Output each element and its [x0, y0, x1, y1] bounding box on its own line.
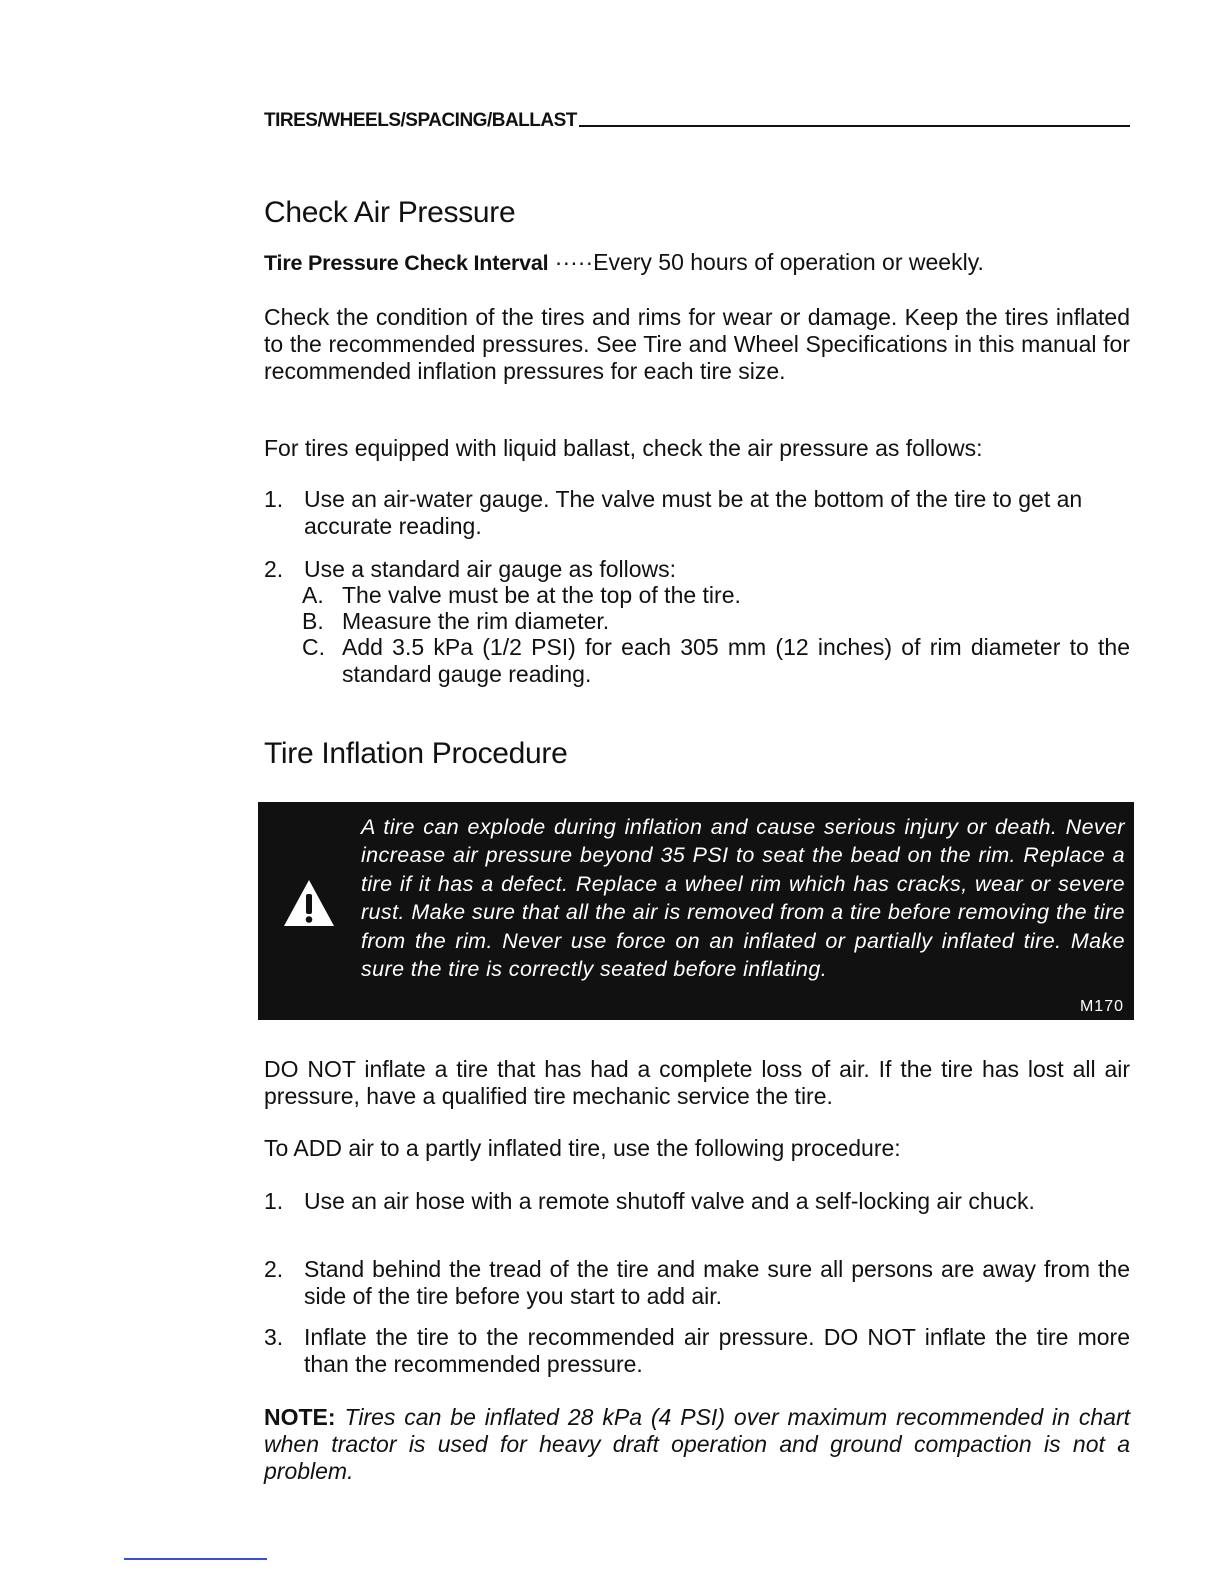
sub-list-text: The valve must be at the top of the tire.: [342, 582, 741, 608]
list-item: [264, 556, 1130, 583]
sub-list-letter: C.: [302, 634, 325, 660]
list-item: [264, 1324, 1130, 1378]
list-number: 2.: [264, 556, 284, 582]
interval-label: Tire Pressure Check Interval: [264, 251, 549, 275]
paragraph-add-air: To ADD air to a partly inflated tire, use the following procedure:: [264, 1135, 901, 1161]
paragraph-liquid-ballast: For tires equipped with liquid ballast, check the air pressure as follows:: [264, 435, 983, 461]
sub-list-item: [302, 634, 1130, 688]
list-number: 1.: [264, 1188, 284, 1214]
paragraph-condition: Check the condition of the tires and rims for wear or damage. Keep the tires inflated to the recommended pressures. See Tire and Wheel Specifications in this manual for recommended inflation pressures for each tire size.: [264, 304, 1130, 384]
list-text: Inflate the tire to the recommended air pressure. DO NOT inflate the tire more than the recommended pressure.: [304, 1324, 1130, 1377]
note-label: NOTE:: [264, 1404, 336, 1430]
note-paragraph: [264, 1404, 1130, 1485]
heading-check-air-pressure: Check Air Pressure: [264, 196, 516, 229]
list-item: [264, 486, 1130, 540]
section-title: TIRES/WHEELS/SPACING/BALLAST: [264, 110, 577, 131]
paragraph-do-not-inflate: DO NOT inflate a tire that has had a complete loss of air. If the tire has lost all air pressure, have a qualified tire mechanic service the tire.: [264, 1056, 1130, 1109]
list-item: [264, 1188, 1130, 1215]
interval-value: Every 50 hours of operation or weekly.: [593, 249, 984, 275]
sub-list-item: [302, 608, 1130, 635]
interval-dots: ·····: [548, 249, 594, 275]
header-rule: [579, 125, 1130, 127]
sub-list-letter: B.: [302, 608, 324, 634]
list-item: [264, 1256, 1130, 1310]
sub-list-item: [302, 582, 1130, 609]
list-number: 1.: [264, 486, 284, 512]
list-number: 3.: [264, 1324, 284, 1350]
list-text: Stand behind the tread of the tire and make sure all persons are away from the side of the tire before you start to add air.: [304, 1256, 1130, 1309]
warning-triangle-icon: [282, 876, 336, 930]
sub-list-text: Measure the rim diameter.: [342, 608, 610, 634]
bottom-edge-mark: [124, 1558, 267, 1560]
sub-list-text: Add 3.5 kPa (1/2 PSI) for each 305 mm (12 inches) of rim diameter to the standard gauge reading.: [342, 634, 1130, 687]
page-header: [264, 110, 1130, 132]
list-text: Use an air hose with a remote shutoff valve and a self-locking air chuck.: [304, 1188, 1035, 1214]
warning-code: M170: [1079, 998, 1124, 1015]
list-text: Use an air-water gauge. The valve must be at the bottom of the tire to get an accurate reading.: [304, 486, 1083, 539]
heading-tire-inflation: Tire Inflation Procedure: [264, 737, 568, 770]
interval-line: [264, 249, 1130, 277]
list-text: Use a standard air gauge as follows:: [304, 556, 677, 582]
note-text: Tires can be inflated 28 kPa (4 PSI) over maximum recommended in chart when tractor is used for heavy draft operation and ground compaction is not a problem.: [264, 1404, 1130, 1484]
warning-text: A tire can explode during inflation and cause serious injury or death. Never increase air pressure beyond 35 PSI to seat the bead on the rim. Replace a tire if it has a defect. Replace a wheel rim which has cracks, wear or severe rust. Make sure that all the air is removed from a tire before removing the tire from the rim. Never use force on an inflated or partially inflated tire. Make sure the tire is correctly seated before inflating.: [361, 815, 1125, 982]
warning-box: [258, 802, 1134, 1020]
list-number: 2.: [264, 1256, 284, 1282]
sub-list-letter: A.: [302, 582, 324, 608]
